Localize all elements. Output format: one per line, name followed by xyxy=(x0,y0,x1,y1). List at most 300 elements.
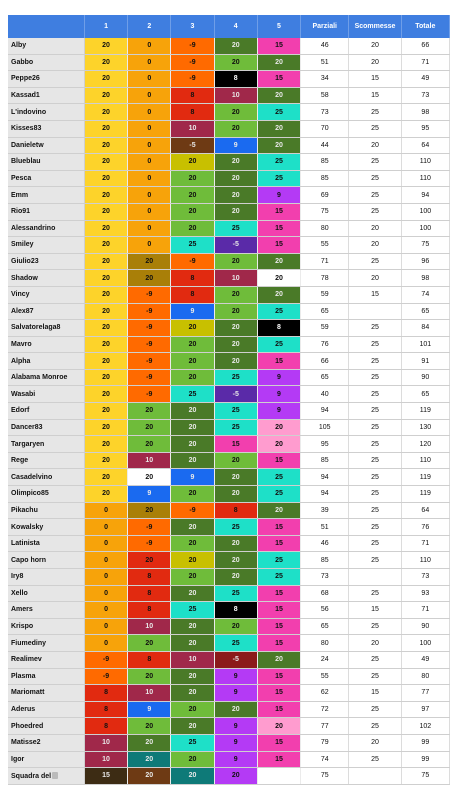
round-1-score: 0 xyxy=(84,618,127,635)
round-5-score: 15 xyxy=(257,220,300,237)
round-5-score: 25 xyxy=(257,336,300,353)
round-1-score: 0 xyxy=(84,519,127,536)
round-5-score: 25 xyxy=(257,154,300,171)
parziali-cell: 77 xyxy=(301,718,349,735)
round-1-score: 20 xyxy=(84,303,127,320)
totale-cell: 119 xyxy=(401,403,449,420)
parziali-cell: 46 xyxy=(301,38,349,54)
round-1-score: 20 xyxy=(84,220,127,237)
scommesse-cell: 25 xyxy=(349,104,401,121)
parziali-cell: 78 xyxy=(301,270,349,287)
round-1-score: 20 xyxy=(84,104,127,121)
totale-cell: 110 xyxy=(401,170,449,187)
scommesse-cell: 25 xyxy=(349,203,401,220)
scommesse-cell: 15 xyxy=(349,286,401,303)
round-3-score: 20 xyxy=(171,369,214,386)
table-row xyxy=(8,751,450,768)
scommesse-cell: 20 xyxy=(349,38,401,54)
round-3-score: 8 xyxy=(171,87,214,104)
header-round-1: 1 xyxy=(84,15,127,38)
table-row xyxy=(8,519,450,536)
player-name: Latinista xyxy=(11,540,40,548)
table-row xyxy=(8,569,450,586)
header-row xyxy=(8,15,450,38)
player-name: Fiumediny xyxy=(11,639,47,647)
round-4-score: 8 xyxy=(214,71,257,88)
player-name: Emm xyxy=(11,191,29,199)
scommesse-cell: 25 xyxy=(349,120,401,137)
parziali-cell: 39 xyxy=(301,502,349,519)
round-5-score: 20 xyxy=(257,651,300,668)
round-2-score: 20 xyxy=(128,469,171,486)
player-name: Alpha xyxy=(11,357,31,365)
totale-cell: 65 xyxy=(401,386,449,403)
round-5-score: 20 xyxy=(257,87,300,104)
round-1-score: 20 xyxy=(84,436,127,453)
round-3-score: 20 xyxy=(171,768,214,785)
round-5-score: 9 xyxy=(257,369,300,386)
totale-cell: 119 xyxy=(401,486,449,503)
parziali-cell: 80 xyxy=(301,635,349,652)
player-name: Pesca xyxy=(11,175,32,183)
player-name-cell xyxy=(8,452,84,469)
parziali-cell: 85 xyxy=(301,552,349,569)
table-row xyxy=(8,353,450,370)
round-5-score: 20 xyxy=(257,120,300,137)
round-3-score: -9 xyxy=(171,38,214,54)
table-row xyxy=(8,220,450,237)
round-1-score: 10 xyxy=(84,751,127,768)
table-row xyxy=(8,618,450,635)
round-4-score: 25 xyxy=(214,635,257,652)
player-name-cell xyxy=(8,585,84,602)
round-3-score: 20 xyxy=(171,718,214,735)
scommesse-cell: 25 xyxy=(349,718,401,735)
round-5-score: 15 xyxy=(257,237,300,254)
scommesse-cell: 25 xyxy=(349,585,401,602)
totale-cell: 65 xyxy=(401,303,449,320)
header-round-2: 2 xyxy=(128,15,171,38)
round-4-score: 25 xyxy=(214,585,257,602)
parziali-cell: 70 xyxy=(301,120,349,137)
scommesse-cell xyxy=(349,303,401,320)
header-round-4: 4 xyxy=(214,15,257,38)
table-row xyxy=(8,734,450,751)
player-name-cell xyxy=(8,270,84,287)
scommesse-cell: 25 xyxy=(349,419,401,436)
player-name: Phoedred xyxy=(11,722,44,730)
round-4-score: 20 xyxy=(214,187,257,204)
scommesse-cell: 25 xyxy=(349,187,401,204)
round-4-score: 20 xyxy=(214,452,257,469)
totale-cell: 71 xyxy=(401,602,449,619)
player-name-cell xyxy=(8,486,84,503)
round-2-score: 0 xyxy=(128,104,171,121)
scommesse-cell: 25 xyxy=(349,436,401,453)
table-row xyxy=(8,701,450,718)
round-4-score: 20 xyxy=(214,38,257,54)
scommesse-cell xyxy=(349,768,401,785)
round-4-score: 20 xyxy=(214,701,257,718)
table-row xyxy=(8,120,450,137)
player-name-cell xyxy=(8,220,84,237)
round-3-score: -9 xyxy=(171,71,214,88)
round-5-score: 20 xyxy=(257,54,300,71)
player-name-cell xyxy=(8,685,84,702)
round-2-score: 20 xyxy=(128,734,171,751)
round-5-score: 20 xyxy=(257,502,300,519)
round-3-score: -9 xyxy=(171,253,214,270)
round-1-score: 20 xyxy=(84,187,127,204)
round-3-score: 20 xyxy=(171,486,214,503)
totale-cell: 100 xyxy=(401,635,449,652)
table-row xyxy=(8,386,450,403)
totale-cell: 84 xyxy=(401,320,449,337)
player-name-cell xyxy=(8,286,84,303)
player-name: Kassad1 xyxy=(11,92,40,100)
round-5-score: 15 xyxy=(257,685,300,702)
player-name: Targaryen xyxy=(11,440,45,448)
round-3-score: 20 xyxy=(171,552,214,569)
parziali-cell: 55 xyxy=(301,237,349,254)
round-4-score: 20 xyxy=(214,552,257,569)
scommesse-cell: 25 xyxy=(349,502,401,519)
scommesse-cell: 25 xyxy=(349,651,401,668)
table-row xyxy=(8,320,450,337)
table-row xyxy=(8,552,450,569)
round-1-score: 20 xyxy=(84,320,127,337)
player-name-cell xyxy=(8,469,84,486)
table-row xyxy=(8,602,450,619)
player-name-cell xyxy=(8,734,84,751)
player-name-cell xyxy=(8,38,84,54)
player-name-cell xyxy=(8,419,84,436)
player-name: L'indovino xyxy=(11,108,47,116)
parziali-cell: 95 xyxy=(301,436,349,453)
round-1-score: 20 xyxy=(84,452,127,469)
round-4-score: 20 xyxy=(214,104,257,121)
round-1-score: 0 xyxy=(84,585,127,602)
header-totale: Totale xyxy=(401,15,449,38)
round-3-score: 20 xyxy=(171,220,214,237)
round-1-score: 20 xyxy=(84,369,127,386)
round-2-score: 0 xyxy=(128,120,171,137)
parziali-cell: 65 xyxy=(301,618,349,635)
scommesse-cell: 25 xyxy=(349,403,401,420)
round-4-score: 25 xyxy=(214,220,257,237)
round-3-score: 20 xyxy=(171,519,214,536)
round-5-score: 20 xyxy=(257,253,300,270)
player-name-cell xyxy=(8,701,84,718)
round-5-score: 20 xyxy=(257,436,300,453)
round-2-score: 20 xyxy=(128,419,171,436)
table-row xyxy=(8,469,450,486)
round-4-score: 20 xyxy=(214,336,257,353)
round-2-score: -9 xyxy=(128,286,171,303)
round-4-score: 9 xyxy=(214,137,257,154)
round-2-score: 0 xyxy=(128,87,171,104)
round-4-score: 20 xyxy=(214,320,257,337)
player-name-cell xyxy=(8,552,84,569)
round-3-score: 10 xyxy=(171,651,214,668)
round-1-score: 20 xyxy=(84,71,127,88)
table-row xyxy=(8,668,450,685)
player-name: Blueblau xyxy=(11,158,41,166)
scommesse-cell: 15 xyxy=(349,87,401,104)
scommesse-cell: 25 xyxy=(349,253,401,270)
round-3-score: 20 xyxy=(171,535,214,552)
player-name: Capo horn xyxy=(11,556,46,564)
totale-cell: 74 xyxy=(401,286,449,303)
scommesse-cell: 25 xyxy=(349,452,401,469)
table-row xyxy=(8,253,450,270)
round-4-score: -5 xyxy=(214,651,257,668)
round-2-score: 20 xyxy=(128,502,171,519)
player-name: Edorf xyxy=(11,407,30,415)
round-1-score: 0 xyxy=(84,502,127,519)
round-3-score: 20 xyxy=(171,403,214,420)
player-name-cell xyxy=(8,403,84,420)
round-2-score: 20 xyxy=(128,635,171,652)
round-1-score: 20 xyxy=(84,54,127,71)
round-5-score: 20 xyxy=(257,137,300,154)
round-4-score: 15 xyxy=(214,436,257,453)
round-2-score: 0 xyxy=(128,170,171,187)
round-3-score: 20 xyxy=(171,618,214,635)
parziali-cell: 68 xyxy=(301,585,349,602)
table-row xyxy=(8,436,450,453)
round-5-score: 25 xyxy=(257,569,300,586)
scommesse-cell: 25 xyxy=(349,486,401,503)
player-name: Xello xyxy=(11,589,28,597)
parziali-cell: 66 xyxy=(301,353,349,370)
round-4-score: -5 xyxy=(214,386,257,403)
round-4-score: 10 xyxy=(214,87,257,104)
round-2-score: 9 xyxy=(128,486,171,503)
player-name-cell xyxy=(8,303,84,320)
header-name xyxy=(8,15,84,38)
round-3-score: 8 xyxy=(171,286,214,303)
round-3-score: 20 xyxy=(171,635,214,652)
scommesse-cell: 25 xyxy=(349,336,401,353)
round-1-score: 0 xyxy=(84,602,127,619)
totale-cell: 94 xyxy=(401,187,449,204)
player-name-cell xyxy=(8,104,84,121)
round-2-score: -9 xyxy=(128,535,171,552)
totale-cell: 49 xyxy=(401,71,449,88)
round-3-score: 20 xyxy=(171,170,214,187)
player-name-cell xyxy=(8,120,84,137)
table-row xyxy=(8,71,450,88)
player-name: Wasabi xyxy=(11,390,36,398)
round-1-score: 20 xyxy=(84,154,127,171)
round-5-score: 25 xyxy=(257,486,300,503)
table-body xyxy=(8,38,450,784)
round-1-score: 0 xyxy=(84,552,127,569)
parziali-cell: 94 xyxy=(301,486,349,503)
scommesse-cell: 20 xyxy=(349,237,401,254)
totale-cell: 101 xyxy=(401,336,449,353)
player-name: Casadelvino xyxy=(11,473,53,481)
totale-cell: 130 xyxy=(401,419,449,436)
round-4-score: 20 xyxy=(214,154,257,171)
player-name: Iry8 xyxy=(11,573,24,581)
totale-cell: 110 xyxy=(401,154,449,171)
round-3-score: 20 xyxy=(171,336,214,353)
round-3-score: 25 xyxy=(171,734,214,751)
round-2-score: 0 xyxy=(128,137,171,154)
table-row xyxy=(8,486,450,503)
player-name: Smiley xyxy=(11,241,34,249)
round-4-score: 20 xyxy=(214,569,257,586)
scommesse-cell: 25 xyxy=(349,668,401,685)
round-1-score: 20 xyxy=(84,336,127,353)
parziali-cell: 79 xyxy=(301,734,349,751)
player-name-cell xyxy=(8,137,84,154)
parziali-cell: 105 xyxy=(301,419,349,436)
round-1-score: 20 xyxy=(84,469,127,486)
round-2-score: -9 xyxy=(128,336,171,353)
player-name: Mavro xyxy=(11,340,32,348)
round-5-score: 15 xyxy=(257,668,300,685)
round-5-score: 15 xyxy=(257,585,300,602)
parziali-cell: 34 xyxy=(301,71,349,88)
table-row xyxy=(8,104,450,121)
player-name: Vincy xyxy=(11,291,30,299)
totale-cell: 91 xyxy=(401,353,449,370)
player-name-cell xyxy=(8,237,84,254)
table-row xyxy=(8,419,450,436)
parziali-cell: 73 xyxy=(301,569,349,586)
parziali-cell: 59 xyxy=(301,286,349,303)
table-row xyxy=(8,137,450,154)
totale-cell: 71 xyxy=(401,54,449,71)
parziali-cell: 56 xyxy=(301,602,349,619)
round-2-score: 20 xyxy=(128,552,171,569)
table-row xyxy=(8,452,450,469)
table-row xyxy=(8,270,450,287)
round-5-score: 9 xyxy=(257,386,300,403)
round-3-score: 20 xyxy=(171,419,214,436)
round-4-score: 20 xyxy=(214,353,257,370)
table-row xyxy=(8,403,450,420)
totale-cell: 102 xyxy=(401,718,449,735)
scommesse-cell: 25 xyxy=(349,369,401,386)
parziali-cell: 65 xyxy=(301,303,349,320)
totale-cell: 90 xyxy=(401,369,449,386)
player-name-cell xyxy=(8,87,84,104)
parziali-cell: 85 xyxy=(301,170,349,187)
round-5-score: 8 xyxy=(257,320,300,337)
round-3-score: 20 xyxy=(171,203,214,220)
round-2-score: 0 xyxy=(128,154,171,171)
round-3-score: 20 xyxy=(171,668,214,685)
round-1-score: 20 xyxy=(84,237,127,254)
round-5-score: 15 xyxy=(257,71,300,88)
round-4-score: 20 xyxy=(214,469,257,486)
round-1-score: 0 xyxy=(84,635,127,652)
round-2-score: 0 xyxy=(128,220,171,237)
round-4-score: 9 xyxy=(214,734,257,751)
round-1-score: 8 xyxy=(84,685,127,702)
round-4-score: 9 xyxy=(214,751,257,768)
round-1-score: 20 xyxy=(84,353,127,370)
player-name-cell xyxy=(8,386,84,403)
round-1-score: 8 xyxy=(84,701,127,718)
player-name: Danieletw xyxy=(11,141,44,149)
round-2-score: 10 xyxy=(128,618,171,635)
round-5-score: 25 xyxy=(257,170,300,187)
totale-cell: 120 xyxy=(401,436,449,453)
totale-cell: 66 xyxy=(401,38,449,54)
player-name-cell xyxy=(8,569,84,586)
round-2-score: 0 xyxy=(128,71,171,88)
totale-cell: 95 xyxy=(401,120,449,137)
player-name-cell xyxy=(8,353,84,370)
totale-cell: 90 xyxy=(401,618,449,635)
round-1-score: 20 xyxy=(84,137,127,154)
table-row xyxy=(8,38,450,54)
totale-cell: 96 xyxy=(401,253,449,270)
totale-cell: 110 xyxy=(401,552,449,569)
parziali-cell: 55 xyxy=(301,668,349,685)
round-4-score: 25 xyxy=(214,403,257,420)
round-3-score: 20 xyxy=(171,436,214,453)
scommesse-cell: 20 xyxy=(349,54,401,71)
round-1-score: 20 xyxy=(84,253,127,270)
round-1-score: 20 xyxy=(84,203,127,220)
round-1-score: 20 xyxy=(84,486,127,503)
round-4-score: 20 xyxy=(214,286,257,303)
totale-cell: 71 xyxy=(401,535,449,552)
round-3-score: 20 xyxy=(171,569,214,586)
round-2-score: 8 xyxy=(128,569,171,586)
round-3-score: 20 xyxy=(171,320,214,337)
table-row xyxy=(8,154,450,171)
scommesse-cell: 25 xyxy=(349,353,401,370)
player-name-cell xyxy=(8,635,84,652)
round-3-score: 20 xyxy=(171,353,214,370)
round-2-score: 0 xyxy=(128,187,171,204)
round-4-score: 20 xyxy=(214,253,257,270)
round-3-score: 8 xyxy=(171,270,214,287)
totale-cell: 98 xyxy=(401,270,449,287)
parziali-cell: 62 xyxy=(301,685,349,702)
round-3-score: 9 xyxy=(171,303,214,320)
player-name: Aderus xyxy=(11,706,36,714)
round-3-score: 25 xyxy=(171,237,214,254)
round-4-score: 25 xyxy=(214,519,257,536)
scommesse-cell: 25 xyxy=(349,618,401,635)
round-3-score: 20 xyxy=(171,701,214,718)
round-3-score: -9 xyxy=(171,502,214,519)
round-5-score: 20 xyxy=(257,419,300,436)
scommesse-cell: 25 xyxy=(349,170,401,187)
table-row xyxy=(8,303,450,320)
round-5-score: 15 xyxy=(257,602,300,619)
scommesse-cell: 25 xyxy=(349,469,401,486)
round-2-score: 0 xyxy=(128,38,171,54)
round-2-score: -9 xyxy=(128,369,171,386)
round-4-score: 25 xyxy=(214,419,257,436)
round-5-score: 20 xyxy=(257,270,300,287)
player-name-cell xyxy=(8,436,84,453)
totale-cell: 99 xyxy=(401,751,449,768)
scommesse-cell: 20 xyxy=(349,270,401,287)
scores-table xyxy=(8,15,450,785)
scommesse-cell: 20 xyxy=(349,635,401,652)
round-1-score: -9 xyxy=(84,651,127,668)
